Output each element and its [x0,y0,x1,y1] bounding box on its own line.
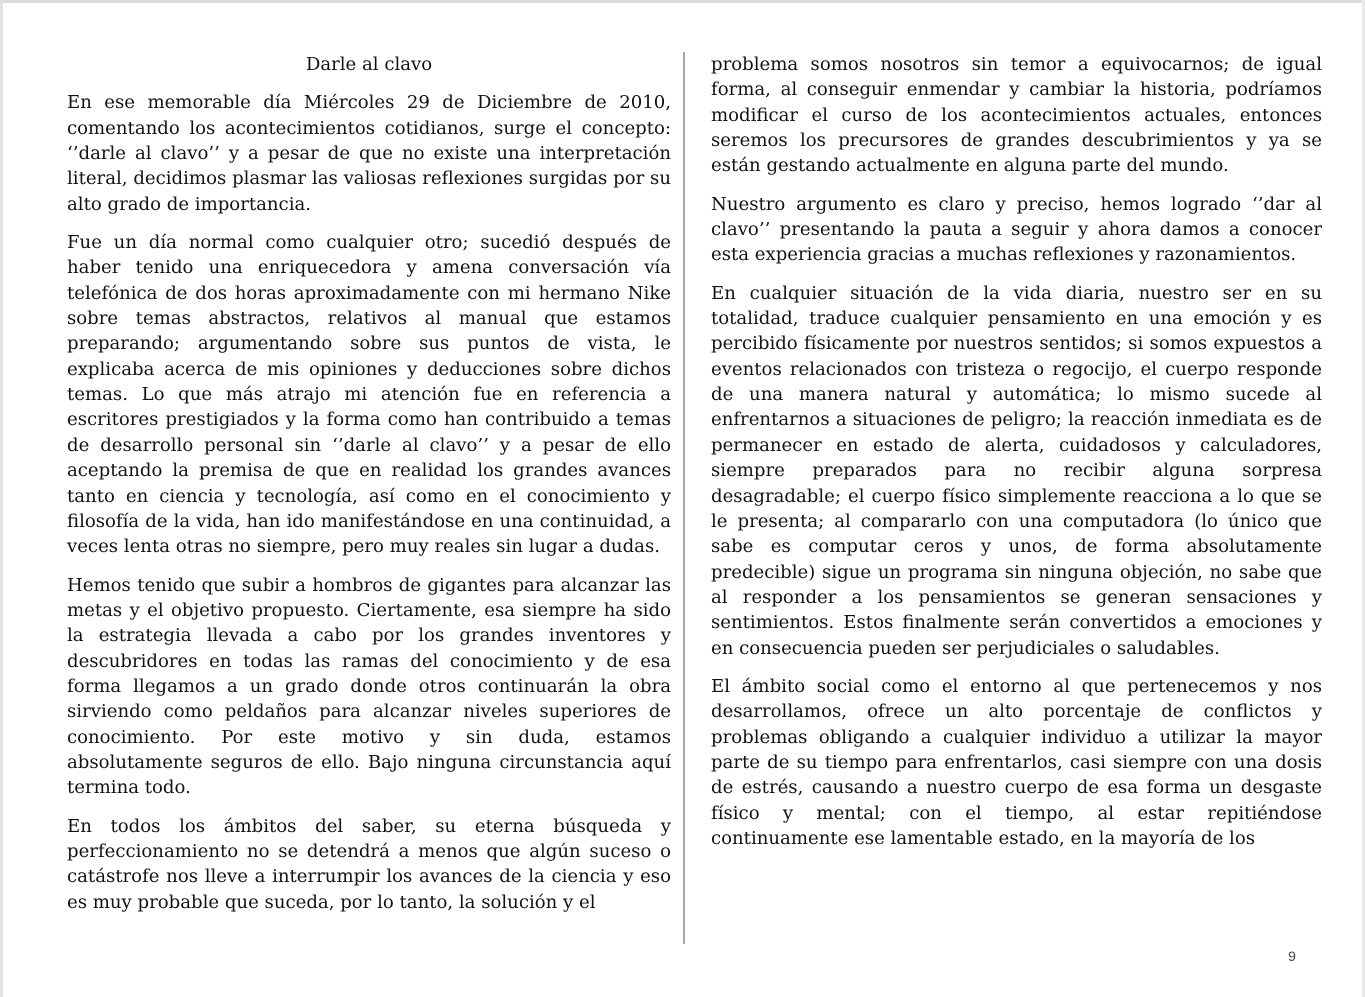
paragraph-right-3: En cualquier situación de la vida diaria, nuestro ser en su totalidad, traduce cualquier pensamiento en una emoción y es percibido físicamente por nuestros sentidos; si somos expuestos a eventos relacionados con tristeza o regocijo, el cuerpo responde de una manera natural y automática; lo mismo sucede al enfrentarnos a situaciones de peligro; la reacción inmediata es de permanecer en estado de alerta, cuidadosos y calculadores, siempre preparados para no recibir alguna sorpresa desagradable; el cuerpo físico simplemente reacciona a lo que se le presenta; al compararlo con una computadora (lo único que sabe es computar ceros y unos, de forma absolutamente predecible) sigue un programa sin ninguna objeción, no sabe que al responder a los pensamientos se generan sensaciones y sentimientos. Estos finalmente serán convertidos a emociones y en consecuencia pueden ser perjudiciales o saludables. [711,282,1322,659]
page-number: 9 [1288,948,1296,964]
paragraph-right-1: problema somos nosotros sin temor a equivocarnos; de igual forma, al conseguir enmendar y cambiar la historia, podríamos modificar el curso de los acontecimientos actuales, entonces seremos los precursores de grandes descubrimientos y ya se están gestando actualmente en alguna parte del mundo. [711,54,1322,177]
right-column [711,52,1322,864]
paragraph-left-2: Fue un día normal como cualquier otro; sucedió después de haber tenido una enriquecedora y amena conversación vía telefónica de dos horas aproximadamente con mi hermano Nike sobre temas abstractos, relativos al manual que estamos preparando; argumentando sobre sus puntos de vista, le explicaba acerca de mis opiniones y deducciones sobre dichos temas. Lo que más atrajo mi atención fue en referencia a escritores prestigiados y la forma como han contribuido a temas de desarrollo personal sin ‘’darle al clavo’’ y a pesar de ello aceptando la premisa de que en realidad los grandes avances tanto en ciencia y tecnología, así como en el conocimiento y filosofía de la vida, han ido manifestándose en una continuidad, a veces lenta otras no siempre, pero muy reales sin lugar a dudas. [67,232,671,558]
left-column [67,52,671,928]
paragraph-left-1: En ese memorable día Miércoles 29 de Diciembre de 2010, comentando los acontecimientos cotidianos, surge el concepto: ‘’darle al clavo’’ y a pesar de que no existe una interpretación literal, decidimos plasmar las valiosas reflexiones surgidas por su alto grado de importancia. [67,92,671,215]
paragraph-left-3: Hemos tenido que subir a hombros de gigantes para alcanzar las metas y el objetivo propuesto. Ciertamente, esa siempre ha sido la estrategia llevada a cabo por los grandes inventores y descubridores en todas las ramas del conocimiento y de esa forma llegamos a un grado donde otros continuarán la obra sirviendo como peldaños para alcanzar niveles superiores de conocimiento. Por este motivo y sin duda, estamos absolutamente seguros de ello. Bajo ninguna circunstancia aquí termina todo. [67,574,671,799]
paragraph-right-2: Nuestro argumento es claro y preciso, hemos logrado ‘’dar al clavo’’ presentando la pauta a seguir y ahora damos a conocer esta experiencia gracias a muchas reflexiones y razonamientos. [711,193,1322,266]
paragraph-left-4: En todos los ámbitos del saber, su eterna búsqueda y perfeccionamiento no se detendrá a menos que algún suceso o catástrofe nos lleve a interrumpir los avances de la ciencia y eso es muy probable que suceda, por lo tanto, la solución y el [67,815,671,913]
document-title: Darle al clavo [305,54,433,75]
column-divider [683,52,685,944]
page-frame-left [0,0,3,997]
page-frame-top [0,0,1365,3]
paragraph-right-4: El ámbito social como el entorno al que pertenecemos y nos desarrollamos, ofrece un alto porcentaje de conflictos y problemas obligando a cualquier individuo a utilizar la mayor parte de su tiempo para enfrentarlos, casi siempre con una dosis de estrés, causando a nuestro cuerpo de esa forma un desgaste físico y mental; con el tiempo, al estar repitiéndose continuamente ese lamentable estado, en la mayoría de los [711,675,1322,849]
